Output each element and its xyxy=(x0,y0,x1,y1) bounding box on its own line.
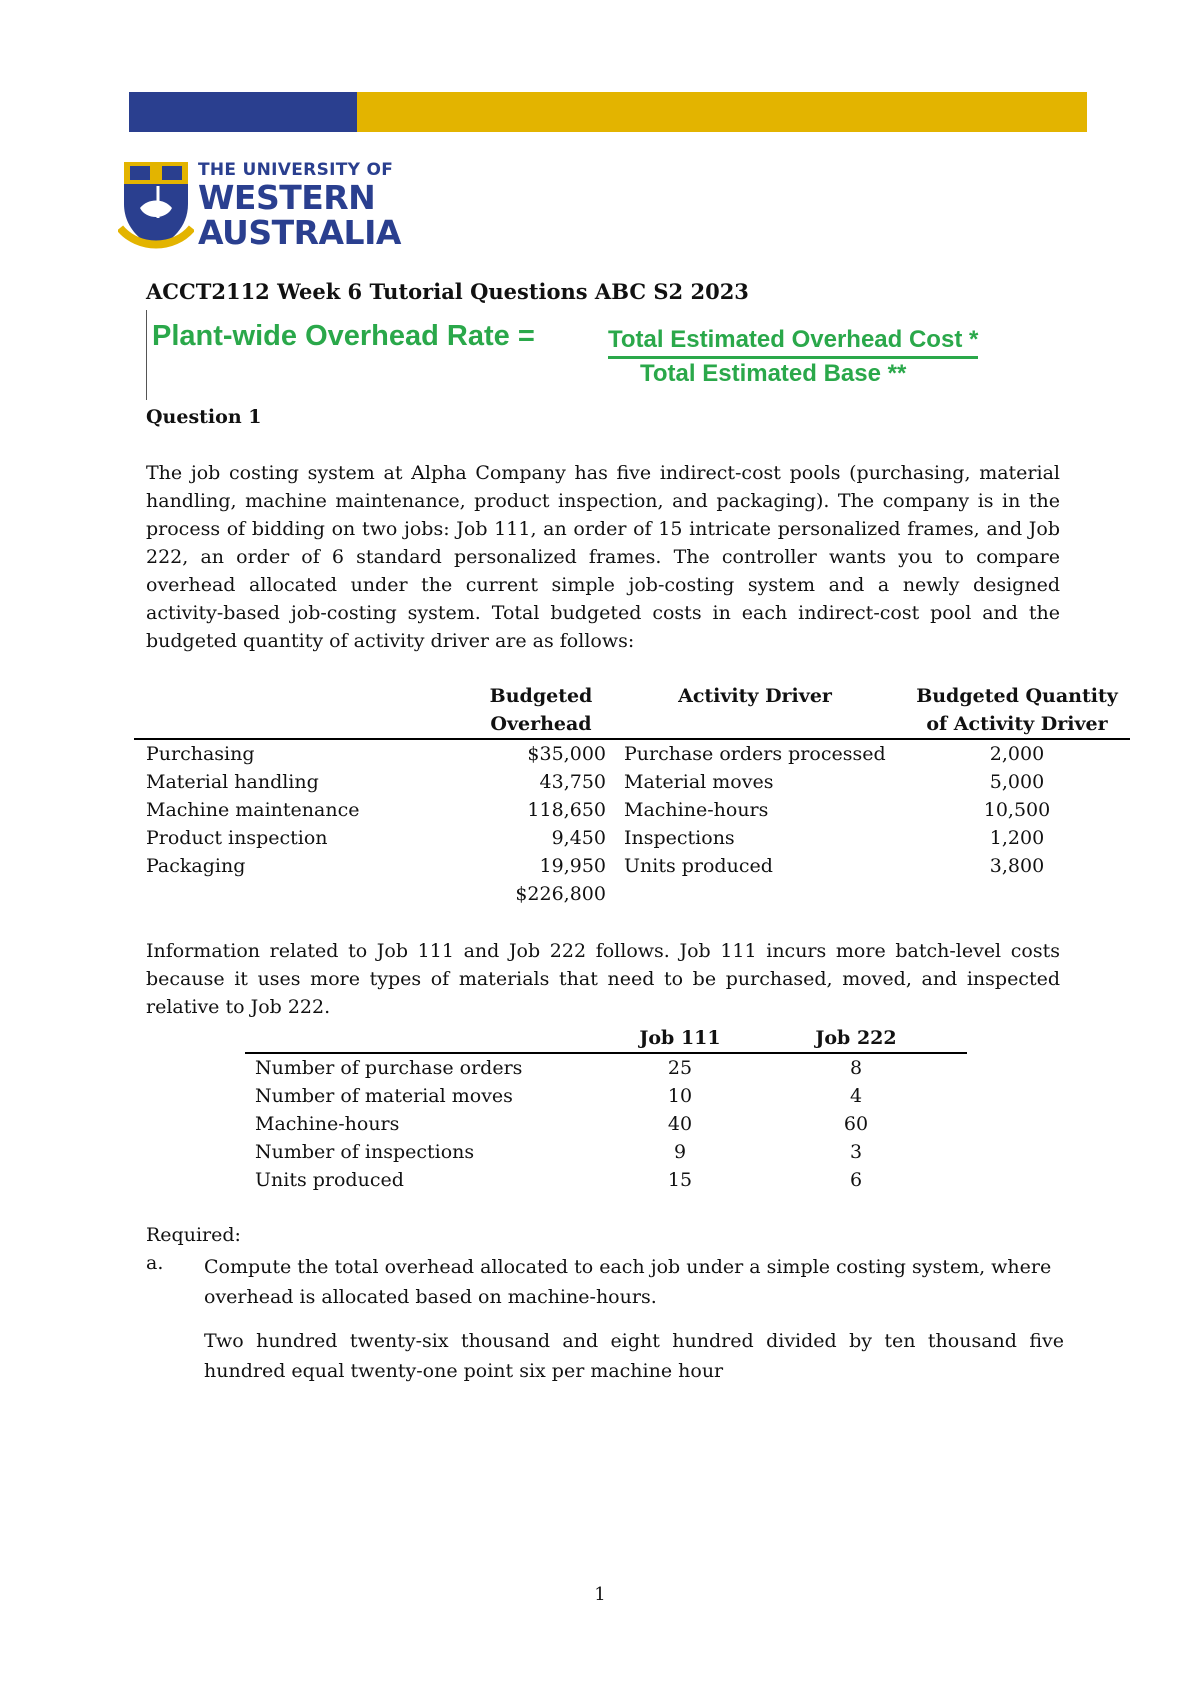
table-row xyxy=(245,1082,967,1110)
job-metric-label: Machine-hours xyxy=(255,1113,400,1135)
item-a-letter: a. xyxy=(146,1252,164,1274)
job111-value: 10 xyxy=(667,1085,693,1107)
jobs-table-header-job111: Job 111 xyxy=(615,1024,745,1053)
table-row xyxy=(134,768,1130,796)
overhead-value: 9,450 xyxy=(551,827,606,849)
jobs-table-header-label xyxy=(245,1024,615,1053)
driver-quantity: 2,000 xyxy=(989,743,1045,765)
intro-paragraph: The job costing system at Alpha Company has five indirect-cost pools (purchasing, material handling, machine maintenance, product inspection, and packaging). The company is in the process of bidding on two jobs: Job 111, an order of 15 intricate personalized frames, and Job 222, an order of 6 standard personalized frames. The controller wants you to compare overhead allocated under the current simple job-costing system and a newly designed activity-based job-costing system. Total budgeted costs in each indirect-cost pool and the budgeted quantity of activity driver are as follows: xyxy=(146,462,1060,652)
pool-name: Material handling xyxy=(146,771,319,793)
job111-value: 9 xyxy=(673,1141,687,1163)
table-row xyxy=(245,1110,967,1138)
table-row xyxy=(134,824,1130,852)
jobs-paragraph: Information related to Job 111 and Job 222 follows. Job 111 incurs more batch-level costs because it uses more types of materials that need to be purchased, moved, and inspected relative to Job 222. xyxy=(146,940,1060,1018)
university-line2: WESTERN xyxy=(198,178,376,217)
cost-table-header-overhead: Budgeted Overhead xyxy=(476,682,606,739)
overhead-value: 19,950 xyxy=(539,855,606,877)
item-a-text: Compute the total overhead allocated to each job under a simple costing system, where overhead is allocated based on machine-hours. xyxy=(204,1256,1052,1308)
job-metric-label: Units produced xyxy=(255,1169,404,1191)
driver-quantity: 3,800 xyxy=(989,855,1045,877)
job111-value: 40 xyxy=(667,1113,693,1135)
cost-table-header-driver: Activity Driver xyxy=(606,682,904,739)
formula-lhs: Plant-wide Overhead Rate = xyxy=(152,320,535,352)
driver-name: Units produced xyxy=(624,855,773,877)
pool-name: Machine maintenance xyxy=(146,799,360,821)
job222-value: 60 xyxy=(843,1113,869,1135)
jobs-table-header-job222: Job 222 xyxy=(745,1024,967,1053)
table-row xyxy=(245,1166,967,1194)
uwa-crest-icon xyxy=(118,158,194,250)
job-metric-label: Number of inspections xyxy=(255,1141,475,1163)
table-row xyxy=(245,1053,967,1082)
pool-name: Packaging xyxy=(146,855,246,877)
table-row xyxy=(134,739,1130,768)
overhead-total: $226,800 xyxy=(515,883,606,905)
pool-name: Product inspection xyxy=(146,827,328,849)
driver-name: Material moves xyxy=(624,771,774,793)
cost-table-header-quantity: Budgeted Quantity of Activity Driver xyxy=(904,682,1130,739)
overhead-value: 43,750 xyxy=(539,771,606,793)
table-row xyxy=(245,1138,967,1166)
job222-value: 3 xyxy=(849,1141,863,1163)
job222-value: 8 xyxy=(849,1057,863,1079)
cost-pool-table xyxy=(134,682,1130,908)
university-line3: AUSTRALIA xyxy=(198,213,401,252)
formula-numerator: Total Estimated Overhead Cost * xyxy=(608,326,978,359)
driver-name: Inspections xyxy=(624,827,735,849)
driver-quantity: 10,500 xyxy=(983,799,1051,821)
driver-quantity: 5,000 xyxy=(989,771,1045,793)
job222-value: 4 xyxy=(849,1085,863,1107)
page-number: 1 xyxy=(594,1584,606,1605)
job-metric-label: Number of material moves xyxy=(255,1085,513,1107)
job-metric-label: Number of purchase orders xyxy=(255,1057,523,1079)
formula-divider xyxy=(146,310,147,400)
header-bar-blue xyxy=(129,92,357,132)
overhead-value: 118,650 xyxy=(527,799,606,821)
jobs-table xyxy=(245,1024,967,1194)
job111-value: 15 xyxy=(667,1169,693,1191)
overhead-value: $35,000 xyxy=(527,743,606,765)
question-heading: Question 1 xyxy=(146,406,262,428)
driver-name: Machine-hours xyxy=(624,799,769,821)
required-label: Required: xyxy=(146,1224,241,1246)
university-name xyxy=(198,160,401,250)
header-bar-gold xyxy=(357,92,1087,132)
formula-denominator: Total Estimated Base ** xyxy=(640,360,907,387)
answer-a-text: Two hundred twenty-six thousand and eight hundred divided by ten thousand five hundred equal twenty-one point six per machine hour xyxy=(204,1330,1064,1382)
pool-name: Purchasing xyxy=(146,743,255,765)
table-total-row xyxy=(134,880,1130,908)
table-row xyxy=(134,796,1130,824)
table-row xyxy=(134,852,1130,880)
document-title: ACCT2112 Week 6 Tutorial Questions ABC S2 2023 xyxy=(146,279,749,304)
cost-table-header-pool xyxy=(134,682,476,739)
job111-value: 25 xyxy=(667,1057,693,1079)
driver-quantity: 1,200 xyxy=(989,827,1045,849)
university-line1: THE UNIVERSITY OF xyxy=(198,160,394,180)
job222-value: 6 xyxy=(849,1169,863,1191)
driver-name: Purchase orders processed xyxy=(624,743,886,765)
